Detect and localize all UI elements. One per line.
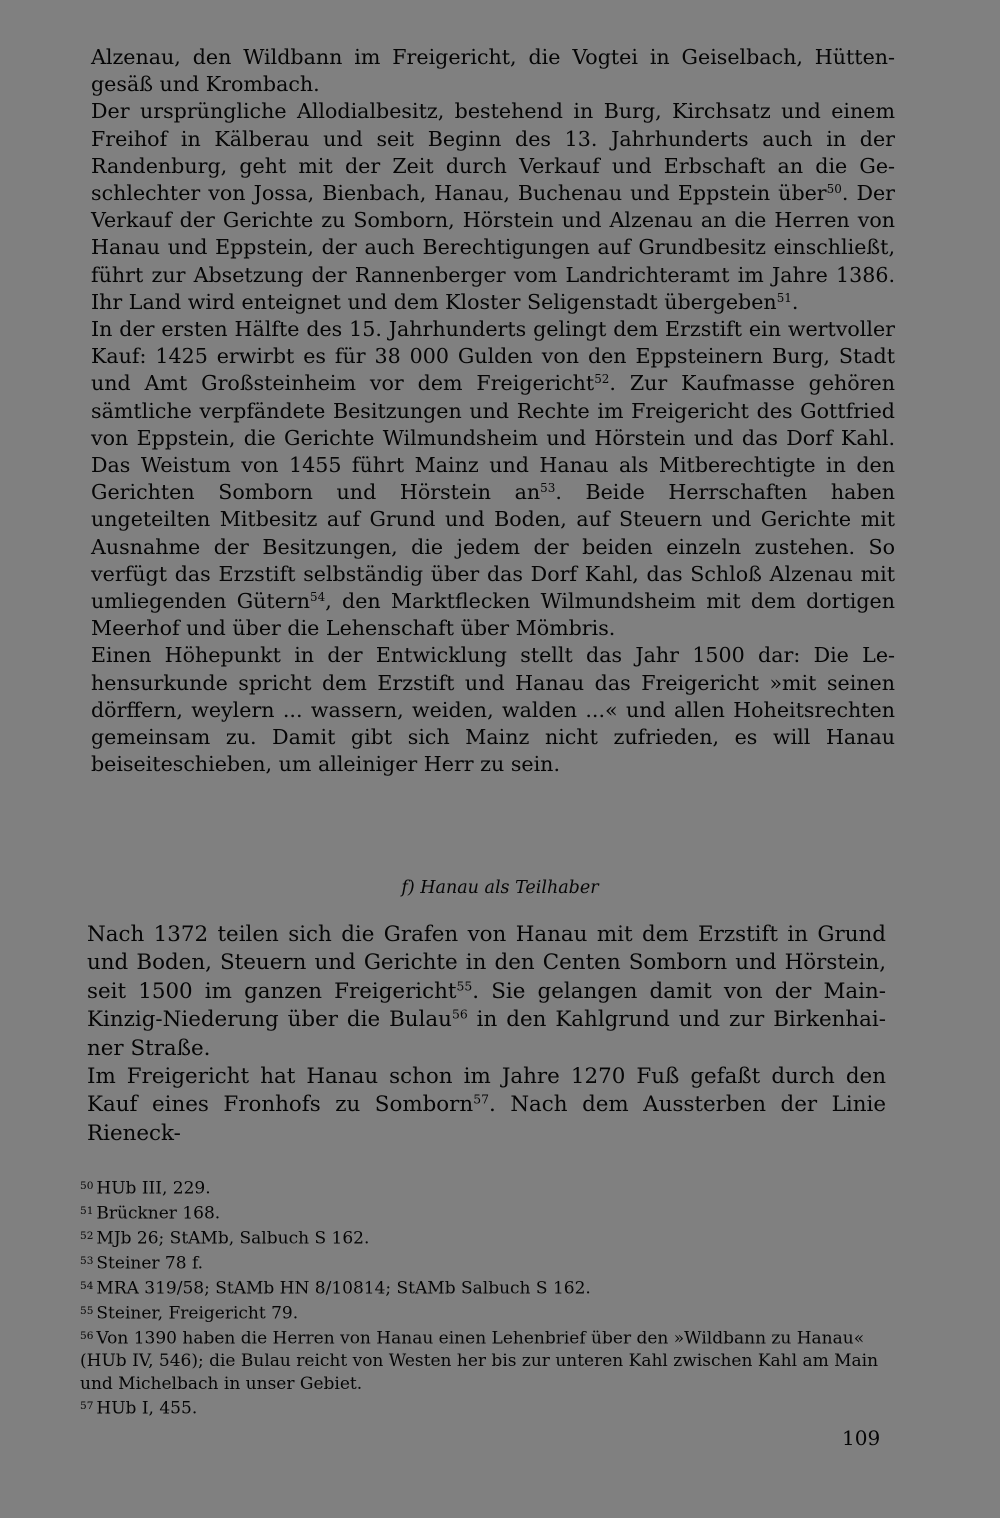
footnote-ref: 50 xyxy=(826,181,842,196)
footnote-text: Steiner, Freigericht 79. xyxy=(96,1303,299,1324)
footnote-text: MRA 319/58; StAMb HN 8/10814; StAMb Salbuch S 162. xyxy=(96,1278,591,1299)
footnote xyxy=(80,1250,880,1275)
footnote-text: HUb III, 229. xyxy=(96,1178,211,1199)
paragraph-text: in den Kahlgrund und zur Birkenhainer Straße. xyxy=(87,1007,886,1061)
paragraph-text: Der ursprüngliche Allodialbesitz, bestehend in Burg, Kirchsatz und einem Freihof in Kälberau und seit Beginn des 13. Jahrhunderts auch in der Randenburg, geht mit der Zeit durch Verkauf und Erbschaft an die Geschlechter von Jossa, Bienbach, Hanau, Buchenau und Eppstein über xyxy=(91,99,895,206)
footnote-text: Steiner 78 f. xyxy=(96,1253,204,1274)
footnote-text: HUb I, 455. xyxy=(96,1398,198,1419)
footnote-ref: 52 xyxy=(594,372,610,387)
paragraph-text: . Der Verkauf der Gerichte zu Somborn, Hörstein und Alzenau an die Herren von Hanau und Eppstein, der auch Berechtigungen auf Grundbesitz einschließt, führt zur Absetzung der Rannenberger vom Landrichteramt im Jahre 1386. Ihr Land wird enteignet und dem Kloster Seligenstadt übergeben xyxy=(91,181,895,314)
body-text-upper xyxy=(91,44,895,778)
paragraph xyxy=(91,316,895,642)
footnote-number: 56 xyxy=(80,1330,94,1343)
footnote xyxy=(80,1275,880,1300)
paragraph-text: Nach 1372 teilen sich die Grafen von Hanau mit dem Erzstift in Grund und Boden, Steuern und Gerichte in den Centen Somborn und Hörstein, seit 1500 im ganzen Freigericht xyxy=(87,922,886,1004)
footnote xyxy=(80,1325,880,1395)
body-text-lower xyxy=(87,921,886,1148)
footnotes xyxy=(80,1175,880,1420)
footnote-ref: 56 xyxy=(451,1006,468,1022)
footnote-number: 55 xyxy=(80,1305,94,1318)
paragraph-text: . Zur Kaufmasse gehören sämtliche verpfändete Besitzungen und Rechte im Freigericht des Gottfried von Eppstein, die Gerichte Wilmundsheim und Hörstein und das Dorf Kahl. Das Weistum von 1455 führt Mainz und Hanau als Mitberechtigte in den Gerichten Somborn und Hörstein an xyxy=(91,371,895,505)
footnote-number: 54 xyxy=(80,1280,94,1293)
footnote-ref: 54 xyxy=(310,589,326,604)
footnote-text: Von 1390 haben die Herren von Hanau einen Lehenbrief über den »Wildbann zu Hanau« (HUb IV, 546); die Bulau reicht von Westen her bis zur unteren Kahl zwischen Kahl am Main und Michelbach in unser Gebiet. xyxy=(80,1328,879,1394)
paragraph-text: In der ersten Hälfte des 15. Jahrhunderts gelingt dem Erzstift ein wertvoller Kauf: 1425 erwirbt es für 38 000 Gulden von den Eppsteinern Burg, Stadt und Amt Großsteinheim vor dem Freigericht xyxy=(91,317,895,396)
footnote-text: Brückner 168. xyxy=(96,1203,221,1224)
paragraph-text: Einen Höhepunkt in der Entwicklung stellt das Jahr 1500 dar: Die Lehensurkunde spricht dem Erzstift und Hanau das Freigericht »mit seinen dörffern, weylern ... wassern, weiden, walden ...« und allen Hoheitsrechten gemeinsam zu. Damit gibt sich Mainz nicht zufrieden, es will Hanau beiseiteschieben, um alleiniger Herr zu sein. xyxy=(91,643,895,777)
footnote-number: 51 xyxy=(80,1205,94,1218)
footnote-number: 57 xyxy=(80,1399,94,1412)
footnote xyxy=(80,1200,880,1225)
paragraph xyxy=(87,1063,886,1148)
footnote-ref: 51 xyxy=(776,290,792,305)
paragraph xyxy=(91,98,895,316)
footnote-ref: 57 xyxy=(473,1092,489,1107)
footnote-number: 52 xyxy=(80,1230,94,1243)
paragraph-text: Im Freigericht hat Hanau schon im Jahre 1270 Fuß gefaßt durch den Kauf eines Fronhofs zu Somborn xyxy=(87,1064,886,1118)
page-number: 109 xyxy=(842,1426,881,1450)
footnote xyxy=(80,1225,880,1250)
paragraph-text: . Beide Herrschaften haben ungeteilten Mitbesitz auf Grund und Boden, auf Steuern und Gerichte mit Ausnahme der Besitzungen, die jedem der beiden einzeln zustehen. So verfügt das Erzstift selbständig über das Dorf Kahl, das Schloß Alzenau mit umliegenden Gütern xyxy=(91,480,895,614)
footnote-text: MJb 26; StAMb, Salbuch S 162. xyxy=(96,1228,370,1249)
footnote xyxy=(80,1395,880,1420)
section-heading: f) Hanau als Teilhaber xyxy=(401,878,599,898)
paragraph-text: , den Marktflecken Wilmundsheim mit dem dortigen Meerhof und über die Lehenschaft über Mömbris. xyxy=(91,589,895,641)
paragraph xyxy=(87,921,886,1063)
footnote-ref: 55 xyxy=(456,978,473,994)
paragraph-text: Alzenau, den Wildbann im Freigericht, die Vogtei in Geiselbach, Hüttengesäß und Krombach. xyxy=(91,45,895,97)
paragraph xyxy=(91,642,895,778)
paragraph-text: . Sie gelangen damit von der Main-Kinzig-Niederung über die Bulau xyxy=(87,978,886,1033)
paragraph-text: . xyxy=(791,289,799,314)
paragraph-text: . Nach dem Aussterben der Linie Rieneck- xyxy=(87,1092,886,1146)
paragraph xyxy=(91,44,895,98)
footnote-number: 53 xyxy=(80,1255,94,1268)
footnote xyxy=(80,1300,880,1325)
footnote-ref: 53 xyxy=(540,481,556,496)
footnote xyxy=(80,1175,880,1200)
footnote-number: 50 xyxy=(80,1180,94,1192)
